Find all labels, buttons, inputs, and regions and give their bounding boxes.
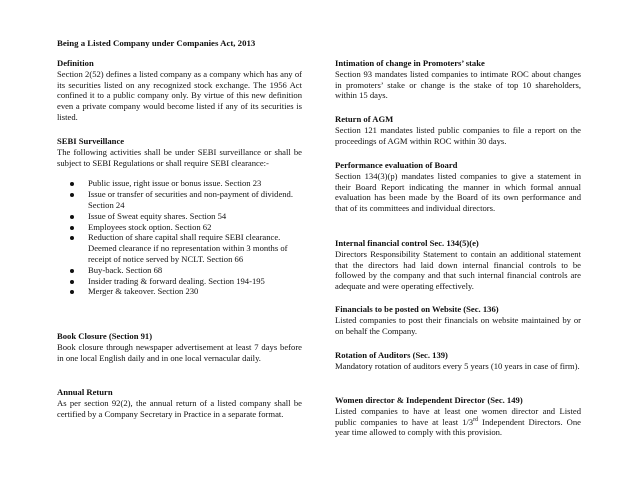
section-return-of-agm [335, 114, 581, 146]
section-women-independent-director [335, 395, 581, 438]
sebi-activity-list [57, 178, 302, 297]
section-body: Section 93 mandates listed companies to intimate ROC about changes in promoters’ stake or change is the stake of top 10 shareholders, within 15 days. [335, 68, 581, 101]
section-heading: Women director & Independent Director (Sec. 149) [335, 395, 523, 405]
section-definition [57, 58, 302, 123]
body-text: Independent Directors. One year time allowed to comply with this provision. [335, 416, 581, 438]
section-heading: Book Closure (Section 91) [57, 331, 153, 341]
list-item: Issue or transfer of securities and non-payment of dividend. Section 24 [67, 189, 302, 211]
section-body [335, 406, 581, 438]
section-body: Section 2(52) defines a listed company as a company which has any of its securities listed on any recognized stock exchange. The 1956 Act confined it to a public company only. By virtue of this new definition even a private company would become listed if any of its securities is listed. [57, 68, 302, 122]
section-body: As per section 92(2), the annual return of a listed company shall be certified by a Company Secretary in Practice in a separate format. [57, 397, 302, 419]
list-item: Insider trading & forward dealing. Section 194-195 [67, 276, 302, 287]
list-item: Buy-back. Section 68 [67, 265, 302, 276]
section-body: Book closure through newspaper advertisement at least 7 days before in one local English daily and in one local vernacular daily. [57, 341, 302, 363]
section-body: Section 121 mandates listed public companies to file a report on the proceedings of AGM within ROC within 30 days. [335, 124, 581, 146]
section-sebi-surveillance [57, 136, 302, 297]
section-body: Listed companies to post their financials on website maintained by or on behalf the Company. [335, 314, 581, 336]
section-heading: Internal financial control Sec. 134(5)(e) [335, 238, 479, 248]
list-item: Merger & takeover. Section 230 [67, 286, 302, 297]
section-heading: Intimation of change in Promoters’ stake [335, 58, 485, 68]
list-item: Issue of Sweat equity shares. Section 54 [67, 211, 302, 222]
section-heading: Rotation of Auditors (Sec. 139) [335, 350, 448, 360]
section-financials-website [335, 304, 581, 336]
section-rotation-of-auditors [335, 350, 581, 372]
section-heading: Annual Return [57, 387, 113, 397]
section-annual-return [57, 387, 302, 419]
list-item: Employees stock option. Section 62 [67, 222, 302, 233]
section-body: The following activities shall be under SEBI surveillance or shall be subject to SEBI Regulations or shall require SEBI clearance:- [57, 146, 302, 168]
section-board-evaluation [335, 160, 581, 214]
section-heading: SEBI Surveillance [57, 136, 125, 146]
section-body: Directors Responsibility Statement to contain an additional statement that the directors had laid down internal financial controls to be followed by the company and that such internal financial controls are adequate and were operating effectively. [335, 248, 581, 292]
document-title: Being a Listed Company under Companies Act, 2013 [57, 38, 256, 48]
section-heading: Return of AGM [335, 114, 394, 124]
list-item: Public issue, right issue or bonus issue. Section 23 [67, 178, 302, 189]
section-heading: Definition [57, 58, 94, 68]
section-promoters-stake [335, 58, 581, 101]
section-internal-financial-control [335, 238, 581, 292]
superscript: rd [473, 416, 479, 423]
section-book-closure [57, 331, 302, 363]
list-item: Reduction of share capital shall require SEBI clearance. Deemed clearance if no representation within 3 months of receipt of notice served by NCLT. Section 66 [67, 232, 302, 264]
section-body: Section 134(3)(p) mandates listed companies to give a statement in their Board Report indicating the manner in which formal annual evaluation has been made by the Board of its own performance and that of its committees and individual directors. [335, 170, 581, 214]
section-heading: Performance evaluation of Board [335, 160, 458, 170]
body-text: Listed companies to have at least one women director and Listed public companies to have at least 1/3 [335, 405, 581, 427]
section-body: Mandatory rotation of auditors every 5 years (10 years in case of firm). [335, 360, 580, 371]
section-heading: Financials to be posted on Website (Sec. 136) [335, 304, 499, 314]
